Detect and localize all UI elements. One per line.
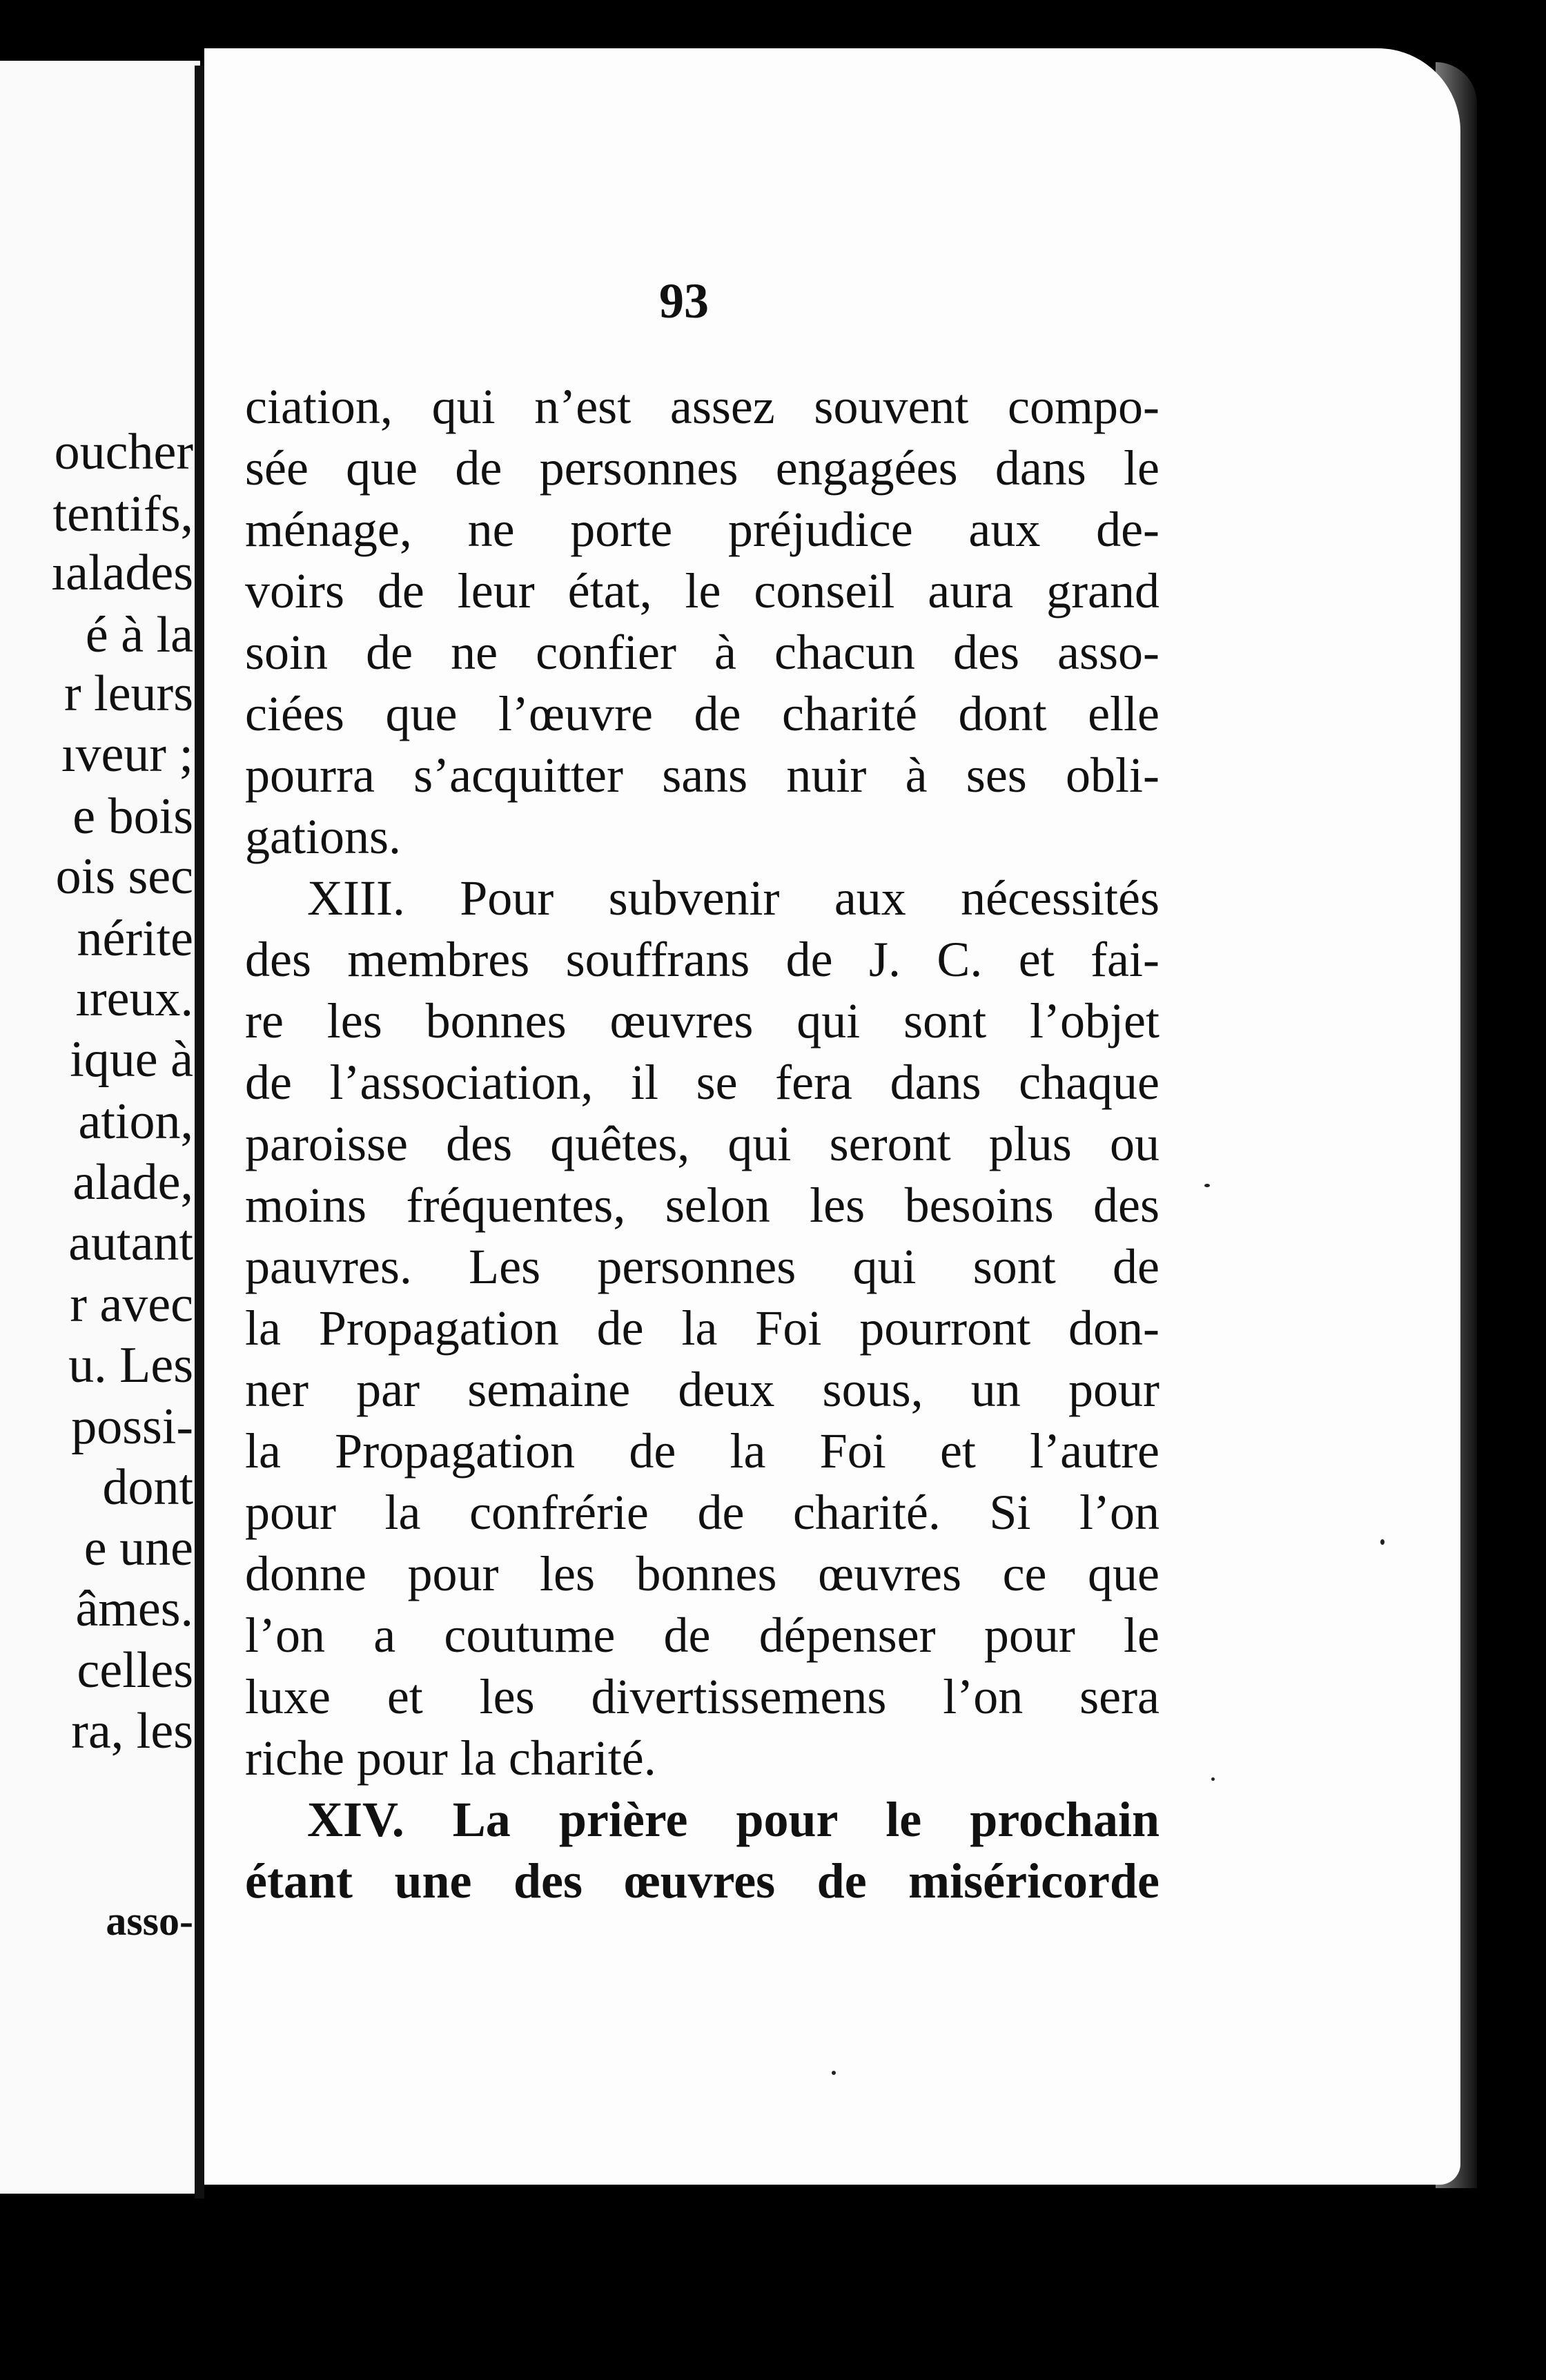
text-line: voirs de leur état, le conseil aura grand <box>245 563 1160 618</box>
left-page-line: nérite <box>77 910 193 967</box>
text-line: re les bonnes œuvres qui sont l’objet <box>245 993 1160 1048</box>
text-line: ciation, qui n’est assez souvent compo- <box>245 379 1160 434</box>
text-line: ciées que l’œuvre de charité dont elle <box>245 686 1160 741</box>
left-page-line: ra, les <box>71 1703 193 1759</box>
page-body-text <box>245 376 1160 1912</box>
left-page-line: âmes. <box>75 1581 193 1637</box>
section-heading-line: XIII. Pour subvenir aux nécessités <box>307 870 1160 926</box>
text-line: pour la confrérie de charité. Si l’on <box>245 1485 1160 1540</box>
left-page-line: autant <box>68 1215 193 1271</box>
text-line: donne pour les bonnes œuvres ce que <box>245 1546 1160 1601</box>
left-page-line: e une <box>84 1520 193 1577</box>
left-page-line: ique à <box>70 1031 193 1088</box>
text-line: paroisse des quêtes, qui seront plus ou <box>245 1116 1160 1171</box>
text-line: pauvres. Les personnes qui sont de <box>245 1239 1160 1294</box>
text-line: sée que de personnes engagées dans le <box>245 440 1160 496</box>
left-page-line: r leurs <box>64 665 193 722</box>
text-line: la Propagation de la Foi pourront don- <box>245 1300 1160 1356</box>
text-line: pourra s’acquitter sans nuir à ses obli- <box>245 748 1160 803</box>
text-line: gations. <box>245 809 401 864</box>
section-heading-line: XIV. La prière pour le prochain <box>307 1792 1160 1847</box>
text-line: luxe et les divertissemens l’on sera <box>245 1669 1160 1724</box>
left-page-fragment <box>0 61 200 2194</box>
left-page-line: r avec <box>70 1276 193 1333</box>
left-page-line: dont <box>102 1459 193 1516</box>
left-page-line: celles <box>77 1642 193 1699</box>
left-page-line: possi- <box>71 1398 193 1455</box>
left-page-line: u. Les <box>68 1337 193 1394</box>
left-page-line: ıalades <box>51 545 193 601</box>
left-page-line: ois sec <box>55 848 193 905</box>
left-page-line: tentifs, <box>52 486 193 543</box>
page-number: 93 <box>659 273 709 329</box>
text-line: la Propagation de la Foi et l’autre <box>245 1423 1160 1479</box>
left-page-line: oucher <box>54 424 193 480</box>
left-page-line: e bois <box>72 788 193 845</box>
text-line: riche pour la charité. <box>245 1730 656 1786</box>
text-line: moins fréquentes, selon les besoins des <box>245 1178 1160 1233</box>
left-page-line: ıreux. <box>75 970 193 1027</box>
scan-speck <box>832 2071 836 2075</box>
left-page-line: é à la <box>85 607 193 663</box>
scan-speck <box>1380 1539 1384 1545</box>
left-page-line: ation, <box>78 1093 193 1150</box>
text-line: de l’association, il se fera dans chaque <box>245 1055 1160 1110</box>
scan-speck <box>1204 1184 1210 1187</box>
text-line: soin de ne confier à chacun des asso- <box>245 625 1160 680</box>
text-line: des membres souffrans de J. C. et fai- <box>245 932 1160 987</box>
text-line: étant une des œuvres de miséricorde <box>245 1853 1160 1909</box>
text-line: l’on a coutume de dépenser pour le <box>245 1608 1160 1663</box>
left-page-catchword: asso- <box>106 1898 193 1944</box>
left-page-line: ıveur ; <box>61 726 193 783</box>
book-gutter <box>195 66 204 2198</box>
scan-speck <box>1211 1777 1215 1781</box>
text-line: ner par semaine deux sous, un pour <box>245 1362 1160 1417</box>
left-page-line: alade, <box>72 1154 193 1211</box>
text-line: ménage, ne porte préjudice aux de- <box>245 502 1160 557</box>
